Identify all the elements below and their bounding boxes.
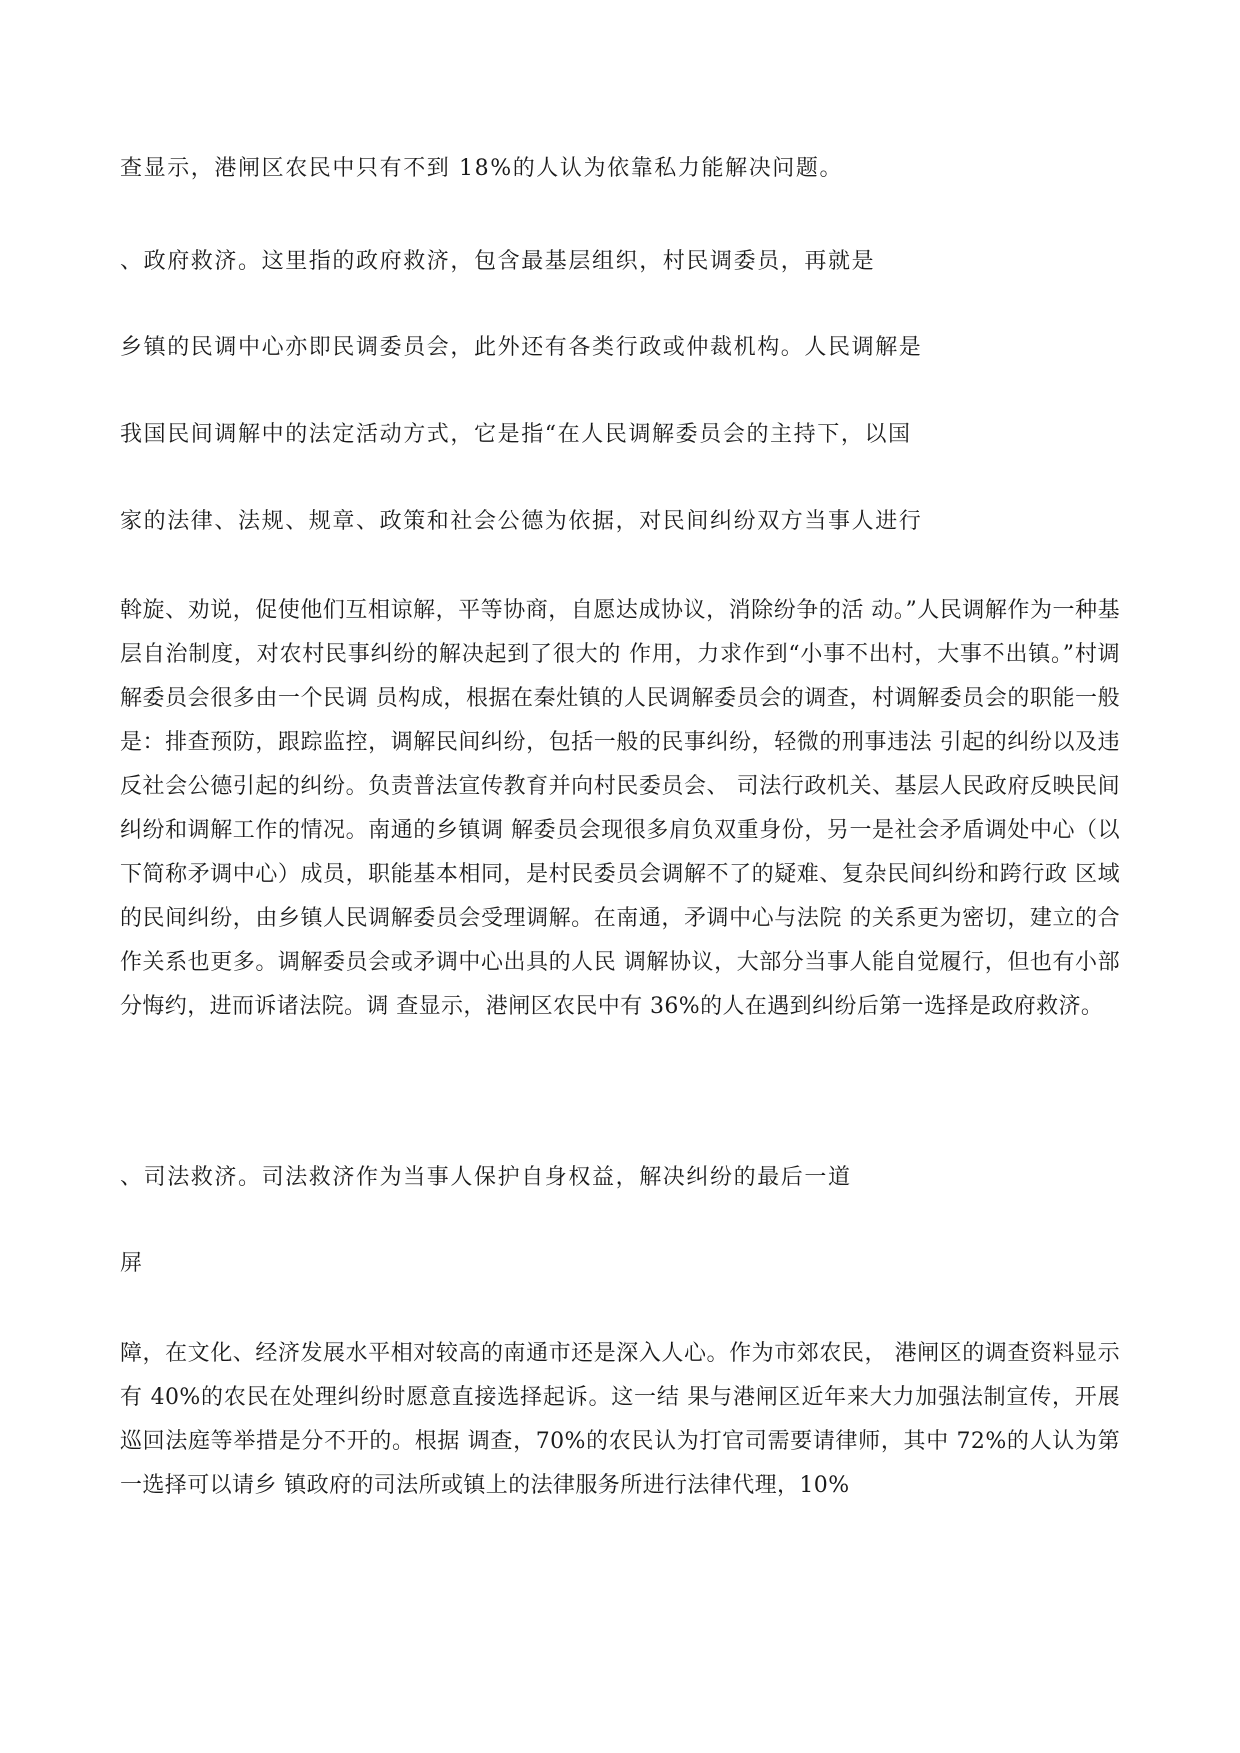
text-line: 家的法律、法规、规章、政策和社会公德为依据，对民间纠纷双方当事人进行 — [120, 509, 923, 534]
text-line: 我国民间调解中的法定活动方式，它是指“在人民调解委员会的主持下，以国 — [120, 422, 912, 447]
text-line: 查显示，港闸区农民中只有不到 18%的人认为依靠私力能解决问题。 — [120, 156, 844, 181]
text-line: 屏 — [120, 1251, 144, 1276]
body-paragraph: 斡旋、劝说，促使他们互相谅解，平等协商，自愿达成协议，消除纷争的活 动。”人民调解作为一种基层自治制度，对农村民事纠纷的解决起到了很大的 作用，力求作到“小事不出村，大事不出镇。”村调解委员会很多由一个民调 员构成，根据在秦灶镇的人民调解委员会的调查，村调解委员会的职能一般是：排查预防，跟踪监控，调解民间纠纷，包括一般的民事纠纷，轻微的刑事违法 引起的纠纷以及违反社会公德引起的纠纷。负责普法宣传教育并向村民委员会、 司法行政机关、基层人民政府反映民间纠纷和调解工作的情况。南通的乡镇调 解委员会现很多肩负双重身份，另一是社会矛盾调处中心（以下简称矛调中心）成员，职能基本相同，是村民委员会调解不了的疑难、复杂民间纠纷和跨行政 区域的民间纠纷，由乡镇人民调解委员会受理调解。在南通，矛调中心与法院 的关系更为密切，建立的合作关系也更多。调解委员会或矛调中心出具的人民 调解协议，大部分当事人能自觉履行，但也有小部分悔约，进而诉诸法院。调 查显示，港闸区农民中有 36%的人在遇到纠纷后第一选择是政府救济。 — [120, 598, 1120, 1019]
body-paragraph: 障，在文化、经济发展水平相对较高的南通市还是深入人心。作为市郊农民， 港闸区的调查资料显示有 40%的农民在处理纠纷时愿意直接选择起诉。这一结 果与港闸区近年来大力加强法制宣传，开展巡回法庭等举措是分不开的。根据 调查，70%的农民认为打官司需要请律师，其中 72%的人认为第一选择可以请乡 镇政府的司法所或镇上的法律服务所进行法律代理，10% — [120, 1341, 1120, 1498]
text-line: 、政府救济。这里指的政府救济，包含最基层组织，村民调委员，再就是 — [120, 249, 876, 274]
text-line: 、司法救济。司法救济作为当事人保护自身权益，解决纠纷的最后一道 — [120, 1165, 852, 1190]
text-line: 乡镇的民调中心亦即民调委员会，此外还有各类行政或仲裁机构。人民调解是 — [120, 335, 923, 360]
